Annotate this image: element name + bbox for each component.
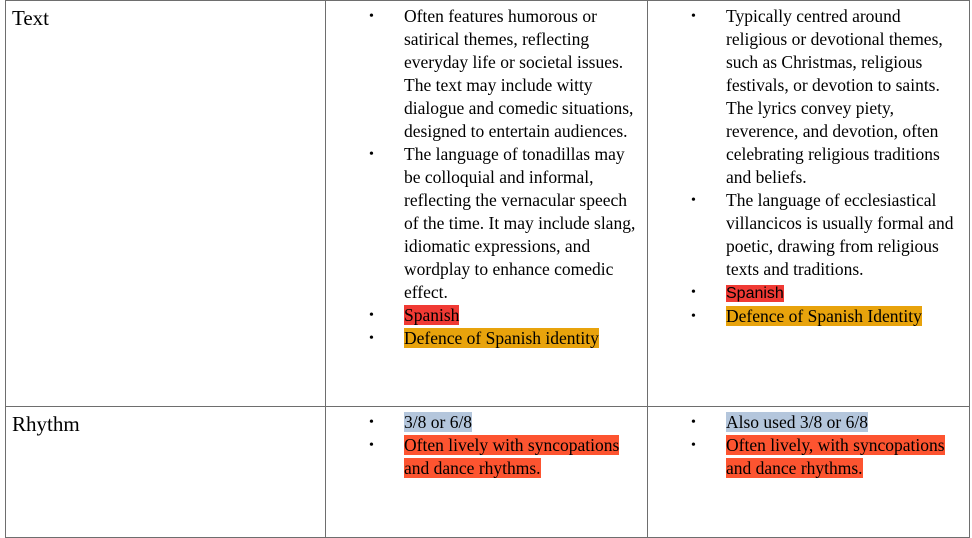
tonadilla-rhythm-cell — [326, 407, 648, 538]
highlighted-text: Spanish — [404, 305, 460, 325]
list-item — [691, 5, 962, 189]
highlighted-text: Often lively, with syncopations and dance rhythms. — [726, 435, 945, 478]
list-item — [691, 281, 962, 305]
list-item — [369, 143, 636, 304]
list-item — [369, 411, 636, 434]
bullet-icon: • — [369, 147, 374, 162]
highlighted-text: Defence of Spanish identity — [404, 328, 599, 348]
list-item — [691, 305, 962, 328]
highlighted-text: 3/8 or 6/8 — [404, 412, 473, 432]
row-label-text: Text — [6, 1, 326, 407]
list-item — [691, 411, 962, 434]
bullet-icon: • — [691, 285, 696, 300]
highlighted-text: Defence of Spanish Identity — [726, 306, 922, 326]
list-item-text: The language of tonadillas may be colloquial and informal, reflecting the vernacular speech of the time. It may include slang, idiomatic expressions, and wordplay to enhance comedic effect. — [404, 144, 636, 302]
list-item-text: Often features humorous or satirical themes, reflecting everyday life or societal issues. The text may include witty dialogue and comedic situations, designed to entertain audiences. — [404, 6, 634, 141]
bullet-icon: • — [369, 331, 374, 346]
highlighted-text: Often lively with syncopations and dance rhythms. — [404, 435, 620, 478]
comparison-table — [5, 0, 970, 538]
bullet-icon: • — [691, 193, 696, 208]
list-item — [691, 189, 962, 281]
list-item — [369, 5, 636, 143]
tonadilla-text-cell — [326, 1, 648, 407]
table-row-text — [6, 1, 970, 407]
villancico-rhythm-cell — [648, 407, 970, 538]
highlighted-text: Also used 3/8 or 6/8 — [726, 412, 868, 432]
list-item — [691, 434, 962, 480]
list-item — [369, 304, 636, 327]
bullet-icon: • — [369, 438, 374, 453]
bullet-icon: • — [691, 9, 696, 24]
table-row-rhythm — [6, 407, 970, 538]
list-item — [369, 434, 636, 480]
highlighted-text: Spanish — [726, 285, 784, 302]
bullet-icon: • — [691, 309, 696, 324]
bullet-icon: • — [369, 9, 374, 24]
bullet-icon: • — [369, 415, 374, 430]
bullet-icon: • — [691, 438, 696, 453]
villancico-text-cell — [648, 1, 970, 407]
list-item — [369, 327, 636, 350]
list-item-text: Typically centred around religious or devotional themes, such as Christmas, religious festivals, or devotion to saints. The lyrics convey piety, reverence, and devotion, often celebrating religious traditions and beliefs. — [726, 6, 943, 187]
row-label-rhythm: Rhythm — [6, 407, 326, 538]
list-item-text: The language of ecclesiastical villancicos is usually formal and poetic, drawing from religious texts and traditions. — [726, 190, 954, 279]
bullet-icon: • — [369, 308, 374, 323]
bullet-icon: • — [691, 415, 696, 430]
